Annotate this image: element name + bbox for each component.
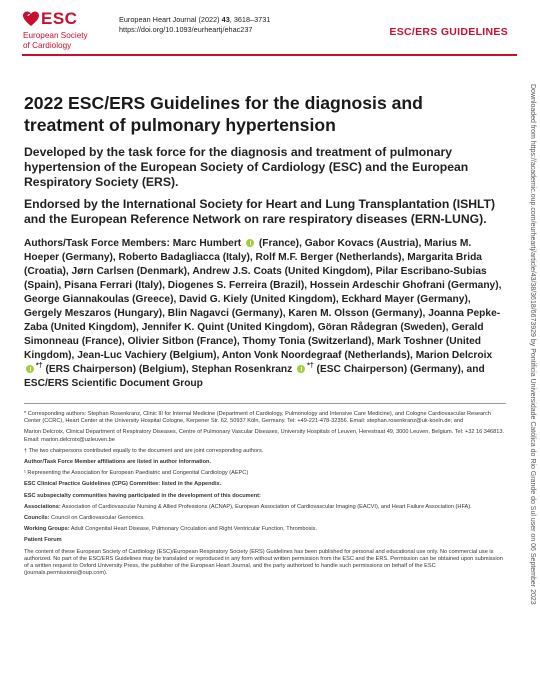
author-list: Authors/Task Force Members: Marc Humbert (France), Gabor Kovacs (Austria), Marius M. Hoeper (Germany), Roberto Badagliacca (Italy), Rolf M.F. Berger (Netherlands), Margarita Brida (Croatia), Jørn Carlsen (Denmark), Andrew J.S. Coats (United Kingdom), Pilar Escribano-Subias (Spain), Pisana Ferrari (Italy), Diogenes S. Ferreira (Brazil), Hossein Ardeschir Ghofrani (Germany), George Giannakoulas (Greece), David G. Kiely (United Kingdom), Eckhard Mayer (Germany), Gergely Meszaros (Hungary), Blin Nagavci (Germany), Karen M. Olsson (Germany), Joanna Pepke-Zaba (United Kingdom), Jennifer K. Quint (United Kingdom), Göran Rådegran (Sweden), Gerald Simonneau (France), Olivier Sitbon (France), Thomy Tonia (Switzerland), Mark Toshner (United Kingdom), Jean-Luc Vachiery (Belgium), Anton Vonk Noordegraaf (Netherlands), Marion Delcroix *† (ERS Chairperson) (Belgium), Stephan Rosenkranz *† (ESC Chairperson) (Germany), and ESC/ERS Scientific Document Group — [24, 238, 502, 389]
footnote-corresponding-1: * Corresponding authors: Stephan Rosenkranz, Clinic III for Internal Medicine (Department of Cardiology, Pulmonology and Intensive Care Medicine), and Cologne Cardiovascular Research Center (CCRC), Heart Center at the University Hospital Cologne, Kerpener Str. 62, 50937 Köln, Germany. Tel: +49-221-478-32356. Email: stephan.rosenkranz@uk-koeln.de; and — [24, 411, 491, 425]
header-rule — [22, 54, 517, 56]
logo-org-name: European Society of Cardiology — [23, 31, 88, 50]
subtitle-endorsed: Endorsed by the International Society for Heart and Lung Transplantation (ISHLT) and the European Reference Network on rare respiratory diseases (ERN-LUNG). — [24, 197, 496, 226]
footnote-affiliations: Author/Task Force Member affiliations are listed in author information. — [24, 459, 212, 466]
footnote-cpg: ESC Clinical Practice Guidelines (CPG) Committee: listed in the Appendix. — [24, 481, 222, 488]
footnote-patient-forum: Patient Forum — [24, 537, 62, 544]
footnote-working-groups: Working Groups: Adult Congenital Heart Disease, Pulmonary Circulation and Right Ventricular Function, Thrombosis. — [24, 526, 317, 533]
doi-link[interactable]: https://doi.org/10.1093/eurheartj/ehac237 — [119, 25, 253, 34]
footnote-aepc: ¹ Representing the Association for European Paediatric and Congenital Cardiology (AEPC) — [24, 470, 249, 477]
footnote-corresponding-2: Marion Delcroix, Clinical Department of Respiratory Diseases, Centre of Pulmonary Vascular Diseases, University Hospitals of Leuven, Herestraat 49, 3000 Leuven, Belgium. Tel: +32 16 346813. Email: marion.delcroix@uzleuven.be — [24, 429, 505, 443]
footnote-copyright: The content of these European Society of Cardiology (ESC)/European Respiratory Society (ERS) Guidelines has been published for personal and educational use only. No commercial use is authorized. No part of the ESC/ERS Guidelines may be translated or reproduced in any form without written permission from the ESC and the ERS. Permission can be obtained upon submission of a written request to Oxford University Press, the publisher of the European Heart Journal, and the party authorized to handle such permissions on behalf of the ESC (journals.permissions@oup.com). — [24, 548, 503, 577]
article-body — [24, 92, 506, 581]
subtitle-developed: Developed by the task force for the diagnosis and treatment of pulmonary hypertension of the European Society of Cardiology (ESC) and the European Respiratory Society (ERS). — [24, 145, 469, 189]
footnote-dagger: † The two chairpersons contributed equally to the document and are joint corresponding authors. — [24, 447, 264, 454]
footnote-councils: Councils: Council on Cardiovascular Genomics. — [24, 515, 145, 522]
journal-citation: European Heart Journal (2022) 43, 3618–3731 https://doi.org/10.1093/eurheartj/ehac237 — [119, 15, 271, 34]
article-title: 2022 ESC/ERS Guidelines for the diagnosis and treatment of pulmonary hypertension — [24, 93, 423, 135]
orcid-icon[interactable] — [246, 239, 254, 247]
section-tag: ESC/ERS GUIDELINES — [389, 26, 508, 38]
heart-logo-icon — [22, 10, 40, 28]
footnote-associations: Associations: Association of Cardiovascular Nursing & Allied Professions (ACNAP), European Association of Cardiovascular Imaging (EACVI), and Heart Failure Association (HFA). — [24, 503, 472, 510]
esc-logo — [22, 10, 117, 56]
logo-brand-text: ESC — [41, 9, 78, 28]
orcid-icon[interactable] — [297, 365, 305, 373]
download-notice: Downloaded from https://academic.oup.com/eurheartj/article/43/38/3618/6673929 by Pontificia Universidade Católica do Rio Grande do Sul user on 06 September 2023 — [529, 84, 536, 605]
footnote-divider — [24, 403, 506, 404]
footnote-subspecialty: ESC subspecialty communities having participated in the development of this document: — [24, 492, 261, 499]
orcid-icon[interactable] — [26, 365, 34, 373]
